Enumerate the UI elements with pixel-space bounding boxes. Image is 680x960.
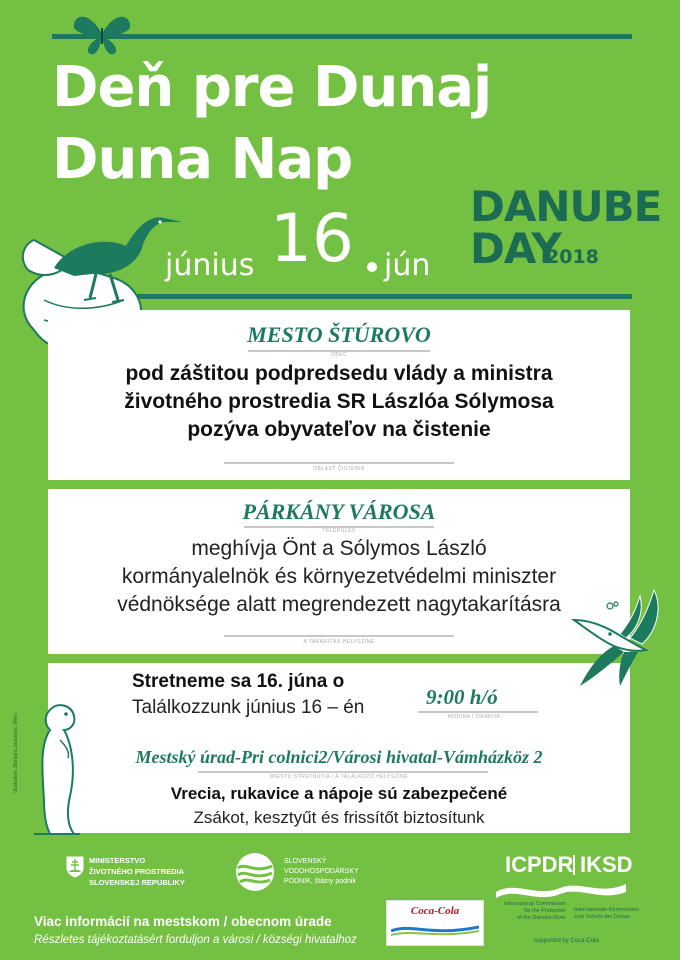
area-caption-hu: A TAKARÍTÁS HELYSZÍNE (303, 639, 375, 645)
invitation-hu-line1: meghívja Önt a Sólymos László (191, 537, 487, 560)
illustration-credit: Illustration: Barbara Jaumann, Wien (13, 713, 19, 793)
invitation-sk-line3: pozýva obyvateľov na čistenie (187, 418, 491, 441)
invitation-sk-line1: pod záštitou podpredsedu vlády a ministra (125, 362, 553, 385)
iksd-logo: IKSD (580, 852, 633, 877)
iksd-sub-line1: Internationale Kommission (574, 907, 639, 913)
kingfisher-illustration (566, 586, 672, 690)
date-dot (367, 262, 377, 272)
town-name-hu: PÁRKÁNY VÁROSA (242, 499, 436, 524)
danube-day-line2: DAY (470, 224, 561, 273)
panel-invitation-sk (48, 310, 630, 480)
danube-day-year: 2018 (546, 246, 599, 268)
danube-day-line1: DANUBE (470, 182, 662, 231)
butterfly-icon (70, 10, 134, 60)
icpdr-logo: ICPDR (505, 852, 574, 877)
coca-cola-wave-icon (391, 921, 479, 939)
invitation-hu-line3: védnöksége alatt megrendezett nagytakarításra (117, 593, 561, 616)
supplies-hu: Zsákot, kesztyűt és frissítőt biztosítunk (193, 808, 485, 827)
area-caption-sk: OBLASŤ ČISTENIA (313, 466, 365, 472)
place-underline (198, 771, 488, 773)
title-line-2: Duna Nap (52, 127, 353, 192)
town-name-sk: MESTO ŠTÚROVO (247, 322, 431, 347)
ministry-line1: MINISTERSTVO (89, 856, 146, 865)
date-month-hu: jún (384, 248, 431, 283)
marmot-illustration (30, 700, 84, 840)
meeting-sk: Stretneme sa 16. júna o (132, 671, 345, 692)
ministry-line2: ŽIVOTNÉHO PROSTREDIA (89, 867, 185, 876)
town-caption: OBEC (330, 352, 348, 358)
icpdr-sub-line2: for the Protection (524, 908, 566, 914)
svp-logo-icon (230, 852, 280, 892)
meeting-hu: Találkozzunk június 16 – én (132, 697, 365, 718)
area-underline-hu (224, 635, 454, 637)
invitation-hu-line2: kormányalelnök és környezetvédelmi miniszter (121, 565, 557, 588)
supported-by: supported by Coca-Cola (534, 938, 599, 944)
panel-meeting (48, 663, 630, 833)
footer-info-hu: Részletes tájékoztatásért forduljon a városi / községi hivatalhoz (34, 934, 357, 946)
time-underline (418, 711, 538, 713)
icpdr-divider (573, 855, 575, 875)
town-caption-hu: TELEPÜLÉS (322, 528, 356, 534)
iksd-sub-line2: zum Schutz der Donau (574, 914, 630, 920)
place-caption: MIESTO STRETNUTIA / A TALÁLKOZÓ HELYSZÍNE (269, 774, 409, 780)
icpdr-wave-icon (496, 876, 626, 900)
coca-cola-badge (386, 900, 484, 946)
meeting-time: 9:00 h/ó (426, 685, 498, 709)
date-day: 16 (270, 200, 354, 277)
icpdr-sub-line1: International Commission (503, 901, 566, 907)
supplies-sk: Vrecia, rukavice a nápoje sú zabezpečené (170, 784, 508, 803)
area-underline-sk (224, 462, 454, 464)
coca-cola-logo: Coca-Cola (410, 905, 460, 917)
svp-line2: VODOHOSPODÁRSKY (284, 868, 359, 875)
panel-invitation-hu (48, 489, 630, 654)
time-caption: HODINA / ÓRAKOR (448, 714, 501, 720)
slovak-coat-of-arms-icon (66, 856, 84, 878)
icpdr-sub-line3: of the Danube River (517, 915, 566, 921)
ministry-line3: SLOVENSKEJ REPUBLIKY (89, 878, 185, 887)
meeting-place: Mestský úrad-Pri colnici2/Városi hivatal-Vámházköz 2 (135, 747, 543, 767)
top-rule (52, 34, 632, 39)
date-month-sk: június (165, 248, 255, 283)
title-line-1: Deň pre Dunaj (52, 55, 492, 120)
svp-line3: PODNIK, štátny podnik (284, 878, 356, 885)
invitation-sk-line2: životného prostredia SR Lászlóa Sólymosa (124, 390, 554, 413)
footer-info-sk: Viac informácií na mestskom / obecnom úrade (34, 914, 332, 929)
svp-line1: SLOVENSKÝ (284, 858, 327, 865)
